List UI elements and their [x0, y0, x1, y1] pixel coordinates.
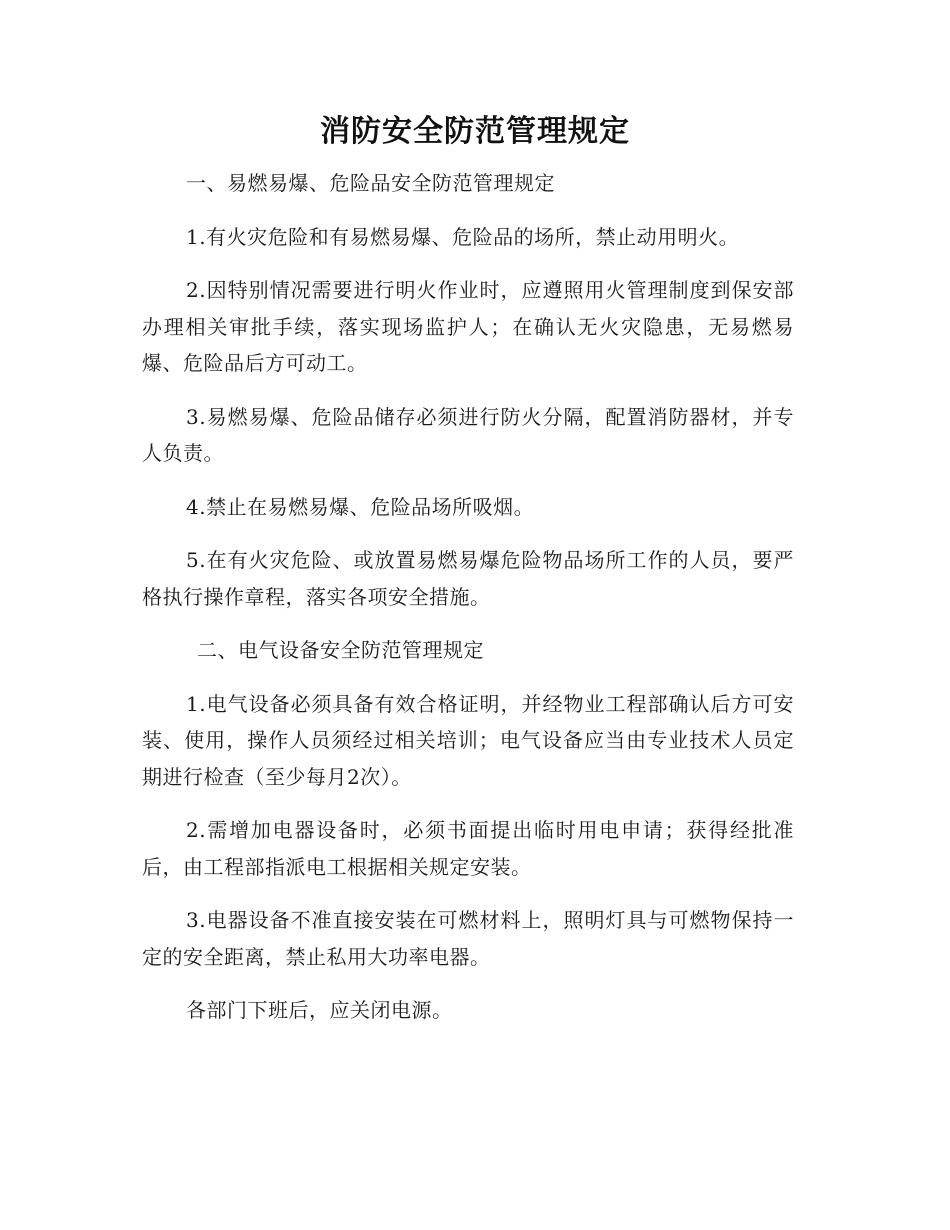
section1-item-4: 4.禁止在易燃易爆、危险品场所吸烟。 — [186, 494, 535, 519]
section2-item-3: 3.电器设备不准直接安装在可燃材料上，照明灯具与可燃物保持一定的安全距离，禁止私用大功率电器。 — [142, 908, 794, 969]
section-heading-2: 二、电气设备安全防范管理规定 — [197, 638, 484, 662]
section2-item-2: 2.需增加电器设备时，必须书面提出临时用电申请；获得经批准后，由工程部指派电工根据相关规定安装。 — [142, 818, 794, 879]
document-body — [142, 165, 794, 1046]
section1-item-5: 5.在有火灾危险、或放置易燃易爆危险物品场所工作的人员，要严格执行操作章程，落实各项安全措施。 — [142, 548, 794, 609]
section1-item-1: 1.有火灾危险和有易燃易爆、危险品的场所，禁止动用明火。 — [186, 224, 740, 249]
section1-item-2: 2.因特别情况需要进行明火作业时，应遵照用火管理制度到保安部办理相关审批手续，落实现场监护人；在确认无火灾隐患，无易燃易爆、危险品后方可动工。 — [142, 278, 794, 375]
section1-item-3: 3.易燃易爆、危险品储存必须进行防火分隔，配置消防器材，并专人负责。 — [142, 404, 794, 465]
section2-item-1: 1.电气设备必须具备有效合格证明，并经物业工程部确认后方可安装、使用，操作人员须经过相关培训；电气设备应当由专业技术人员定期进行检查（至少每月2次）。 — [142, 691, 794, 789]
document-title: 消防安全防范管理规定 — [320, 114, 630, 149]
closing-paragraph: 各部门下班后，应关闭电源。 — [186, 998, 453, 1022]
section-heading-1: 一、易燃易爆、危险品安全防范管理规定 — [186, 171, 555, 195]
